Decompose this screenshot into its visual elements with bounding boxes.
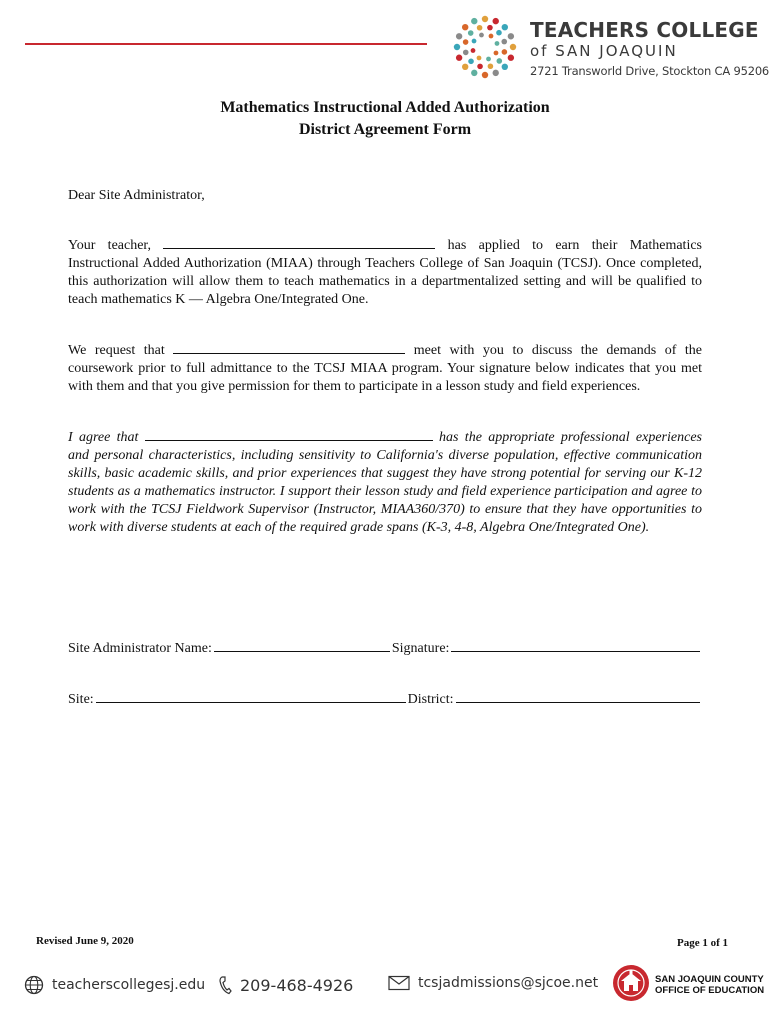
logo-dot	[472, 39, 477, 44]
form-title-line1: Mathematics Instructional Added Authorization	[220, 99, 550, 116]
logo-dot	[510, 44, 516, 50]
teacher-name-blank[interactable]	[163, 236, 435, 249]
logo-dot	[502, 49, 508, 55]
footer-phone[interactable]	[218, 975, 353, 995]
logo-dot	[508, 55, 514, 61]
p3-rest: has the appropriate professional experiences and personal characteristics, including sensitivity to California's diverse population, effective communication skills, basic academic skills, and prior experiences that suggest they have strong potential for serving our K-12 students as a mathematics instructor. I support their lesson study and field experience participation and agree to work with the TCSJ Fieldwork Supervisor (Instructor, MIAA360/370) to ensure that they have opportunities to work with diverse students at each of the required grade spans (K-3, 4-8, Algebra One/Integrated One).	[68, 430, 702, 535]
website-text: teacherscollegesj.edu	[52, 977, 206, 993]
logo-dot	[463, 39, 469, 45]
greeting: Dear Site Administrator,	[68, 188, 205, 203]
logo-dot	[477, 25, 483, 31]
page-number: Page 1 of 1	[676, 937, 728, 949]
logo-dot	[468, 59, 474, 65]
logo-dot	[471, 18, 477, 24]
logo-dot	[463, 50, 469, 56]
request-name-blank[interactable]	[173, 341, 405, 354]
email-text: tcsjadmissions@sjcoe.net	[418, 975, 599, 991]
logo-dot	[462, 64, 468, 70]
org-logo-text	[530, 18, 769, 78]
sjcoe-line2: OFFICE OF EDUCATION	[655, 985, 765, 996]
logo-dot	[486, 57, 491, 62]
logo-dot	[497, 58, 503, 64]
phone-icon	[218, 975, 232, 995]
sjcoe-logo-icon	[612, 964, 650, 1002]
paragraph-request	[68, 341, 702, 396]
logo-dot	[482, 16, 488, 22]
paragraph-agreement	[68, 428, 702, 537]
district-field[interactable]	[456, 689, 700, 703]
logo-dot	[493, 18, 499, 24]
footer-email[interactable]	[388, 975, 598, 991]
logo-dot	[494, 51, 499, 56]
logo-dot	[454, 44, 460, 50]
admin-signature-row	[68, 638, 702, 657]
form-title-line2: District Agreement Form	[298, 121, 472, 138]
footer-website[interactable]	[24, 975, 205, 995]
admin-name-field[interactable]	[214, 638, 390, 652]
signature-field[interactable]	[451, 638, 700, 652]
globe-icon	[24, 975, 44, 995]
district-label: District:	[407, 692, 454, 707]
logo-dot	[488, 63, 494, 69]
logo-dot	[493, 70, 499, 76]
paragraph-teacher	[68, 236, 702, 309]
p2-start: We request that	[68, 343, 174, 358]
logo-dot	[462, 24, 468, 30]
sjcoe-line1: SAN JOAQUIN COUNTY	[655, 974, 764, 985]
p1-start: Your teacher,	[68, 238, 164, 253]
header-accent-line	[25, 43, 427, 45]
logo-dot	[482, 72, 488, 78]
envelope-icon	[388, 975, 410, 991]
logo-dot	[502, 24, 508, 30]
logo-dot	[468, 30, 474, 36]
logo-dot	[508, 33, 514, 39]
logo-dot	[456, 33, 462, 39]
logo-dot	[479, 33, 484, 38]
p3-start: I agree that	[68, 430, 145, 445]
logo-dot	[477, 56, 482, 61]
site-district-row	[68, 689, 702, 708]
logo-dot	[471, 48, 476, 53]
signature-label: Signature:	[391, 641, 450, 656]
logo-dot	[496, 30, 502, 36]
p2-rest: meet with you to discuss the demands of the coursework prior to full admittance to the TCSJ MIAA program. Your signature below indicates that you met with them and that you give permission for them to participate in a lesson study and field experiences.	[68, 343, 702, 394]
org-name: TEACHERS COLLEGE	[530, 18, 759, 42]
site-field[interactable]	[96, 689, 406, 703]
org-address: 2721 Transworld Drive, Stockton CA 95206	[530, 64, 770, 78]
logo-dot	[501, 39, 507, 45]
phone-text: 209-468-4926	[240, 975, 354, 995]
dotted-circle-logo-icon	[453, 15, 517, 79]
logo-dot	[495, 41, 500, 46]
logo-dot	[456, 55, 462, 61]
site-label: Site:	[68, 692, 94, 707]
agree-name-blank[interactable]	[145, 428, 433, 441]
logo-dot	[502, 64, 508, 70]
revised-date: Revised June 9, 2020	[36, 935, 134, 947]
org-sub: of SAN JOAQUIN	[530, 42, 678, 60]
p1-rest: has applied to earn their Mathematics Instructional Added Authorization (MIAA) through Teachers College of San Joaquin (TCSJ). Once completed, this authorization will allow them to teach mathematics in a departmentalized setting and will be qualified to teach mathematics K — Algebra One/Integrated One.	[68, 238, 702, 307]
admin-name-label: Site Administrator Name:	[68, 641, 212, 656]
logo-dot	[487, 25, 493, 31]
sjcoe-name	[655, 974, 764, 996]
logo-dot	[489, 34, 494, 39]
logo-dot	[477, 64, 483, 70]
logo-dot	[471, 70, 477, 76]
